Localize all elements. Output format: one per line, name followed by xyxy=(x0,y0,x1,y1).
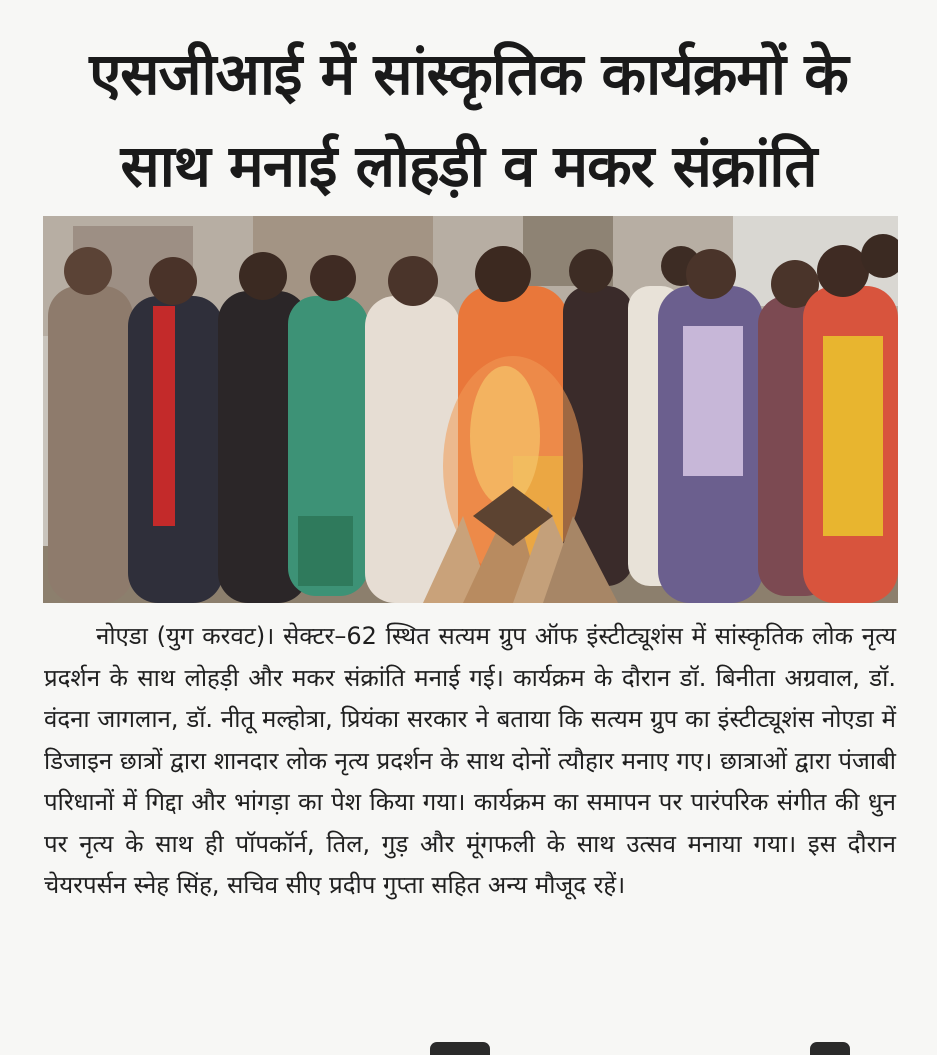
article-body xyxy=(44,616,896,907)
headline xyxy=(20,28,917,212)
cutoff-glyph xyxy=(810,1042,850,1055)
news-photo xyxy=(43,216,898,603)
next-article-cutoff xyxy=(0,1040,937,1055)
article-text: नोएडा (युग करवट)। सेक्टर–62 स्थित सत्यम ग्रुप ऑफ इंस्टीट्यूशंस में सांस्कृतिक लोक नृत्य प्रदर्शन के साथ लोहड़ी और मकर संक्रांति मनाई गई। कार्यक्रम के दौरान डॉ. बिनीता अग्रवाल, डॉ. वंदना जागलान, डॉ. नीतू मल्होत्रा, प्रियंका सरकार ने बताया कि सत्यम ग्रुप का इंस्टीट्यूशंस नोएडा में डिजाइन छात्रों द्वारा शानदार लोक नृत्य प्रदर्शन के साथ दोनों त्यौहार मनाए गए। छात्राओं द्वारा पंजाबी परिधानों में गिद्दा और भांगड़ा का पेश किया गया। कार्यक्रम का समापन पर पारंपरिक संगीत की धुन पर नृत्य के साथ ही पॉपकॉर्न, तिल, गुड़ और मूंगफली के साथ उत्सव मनाया गया। इस दौरान चेयरपर्सन स्नेह सिंह, सचिव सीए प्रदीप गुप्ता सहित अन्य मौजूद रहें। xyxy=(44,622,896,899)
cutoff-glyph xyxy=(430,1042,490,1055)
headline-line-2: साथ मनाई लोहड़ी व मकर संक्रांति xyxy=(120,132,817,200)
headline-line-1: एसजीआई में सांस्कृतिक कार्यक्रमों के xyxy=(89,40,848,108)
bonfire-group-photo-icon xyxy=(43,216,898,603)
